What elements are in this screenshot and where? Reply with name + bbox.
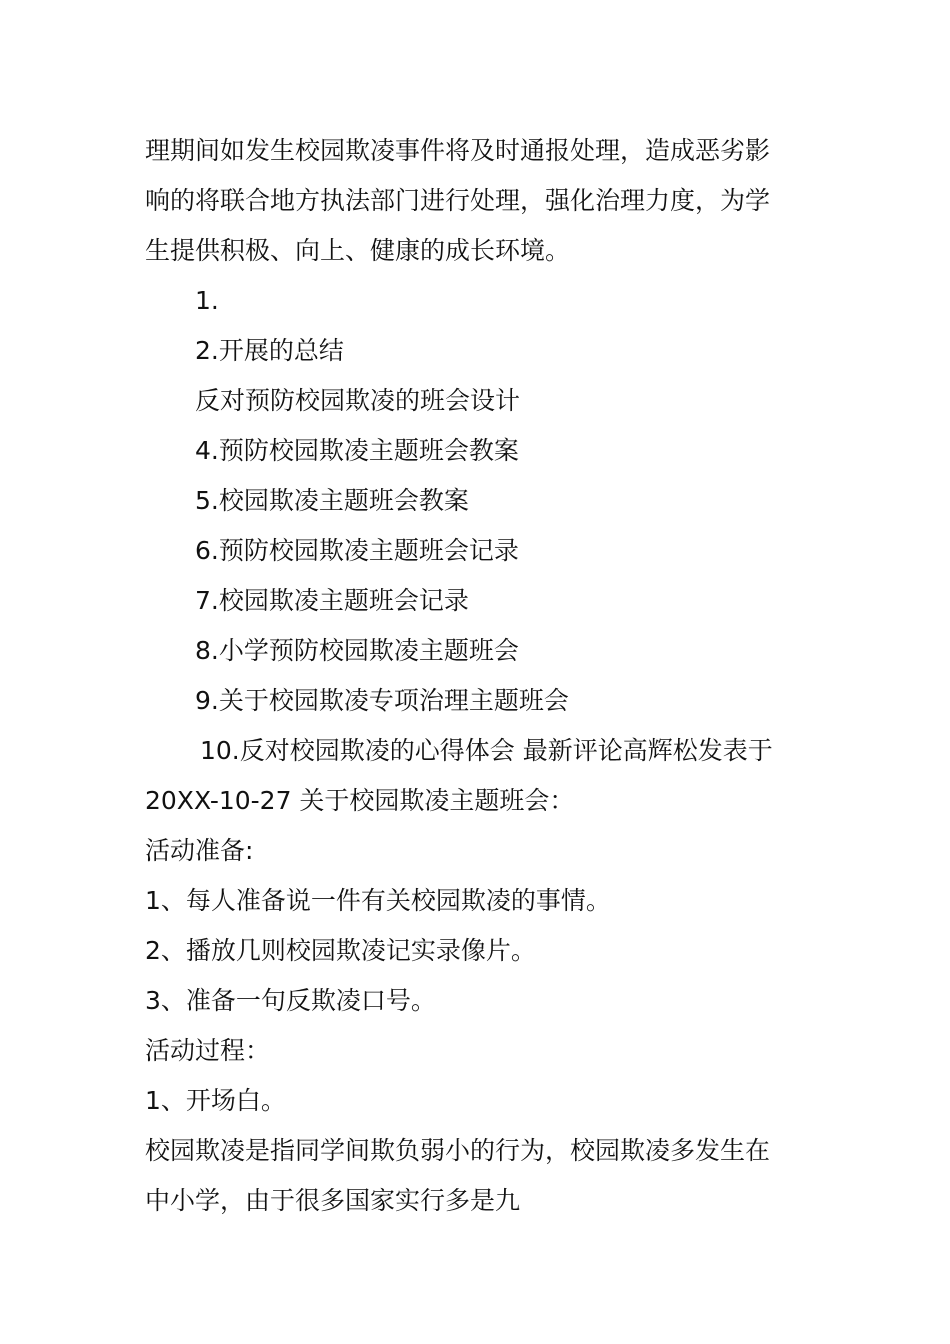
list-item: 1. (195, 286, 219, 315)
paragraph-line: 中小学，由于很多国家实行多是九 (145, 1186, 521, 1215)
list-item: 1、每人准备说一件有关校园欺凌的事情。 (145, 886, 611, 915)
list-item: 4.预防校园欺凌主题班会教案 (195, 436, 519, 465)
document-body (145, 126, 810, 1226)
list-item: 5.校园欺凌主题班会教案 (195, 486, 469, 515)
section-heading: 活动准备: (145, 836, 254, 865)
list-item: 8.小学预防校园欺凌主题班会 (195, 636, 519, 665)
list-item: 6.预防校园欺凌主题班会记录 (195, 536, 519, 565)
paragraph-line: 理期间如发生校园欺凌事件将及时通报处理，造成恶劣影 (145, 136, 771, 165)
list-item: 7.校园欺凌主题班会记录 (195, 586, 469, 615)
list-item: 9.关于校园欺凌专项治理主题班会 (195, 686, 569, 715)
list-item: 1、开场白。 (145, 1086, 286, 1115)
paragraph-line: 校园欺凌是指同学间欺负弱小的行为，校园欺凌多发生在 (145, 1136, 771, 1165)
list-item: 10.反对校园欺凌的心得体会 最新评论高辉松发表于 (200, 736, 773, 765)
paragraph-line: 20XX-10-27 关于校园欺凌主题班会： (145, 786, 575, 815)
list-item: 2.开展的总结 (195, 336, 344, 365)
section-heading: 活动过程： (145, 1036, 271, 1065)
list-item: 2、播放几则校园欺凌记实录像片。 (145, 936, 536, 965)
paragraph-line: 生提供积极、向上、健康的成长环境。 (145, 236, 571, 265)
paragraph-line: 响的将联合地方执法部门进行处理，强化治理力度，为学 (145, 186, 771, 215)
list-item: 反对预防校园欺凌的班会设计 (195, 386, 521, 415)
list-item: 3、准备一句反欺凌口号。 (145, 986, 436, 1015)
